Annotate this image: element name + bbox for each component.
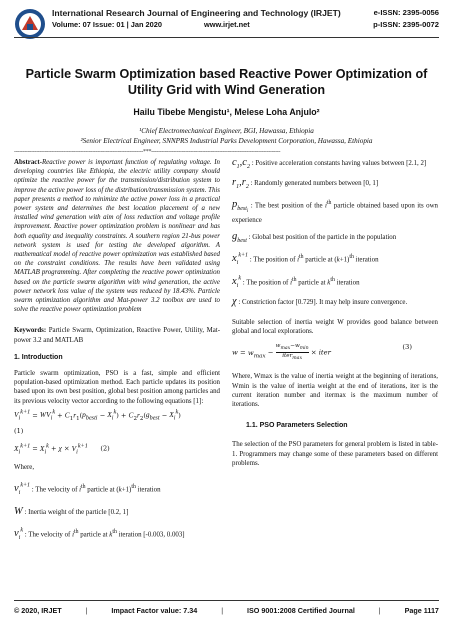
keywords <box>14 326 220 344</box>
section-separator: ----------------------------------------------------------------------------***---------------------------------------------------------------------------- <box>14 149 281 155</box>
authors: Hailu Tibebe Mengistu¹, Melese Loha Anjulo² <box>133 107 320 117</box>
footer-divider <box>14 600 439 601</box>
definition-position-k1: $x_i^{k+1}$ : The position of $i^{th}$ particle at $(k+1)^{th}$ iteration <box>232 252 379 267</box>
journal-title: International Research Journal of Engineering and Technology (IRJET) <box>52 8 341 18</box>
where-label: Where, <box>14 464 35 472</box>
definition-accel-constants: $c_1,c_2$ : Positive acceleration constants having values between [2.1, 2] <box>232 157 427 171</box>
eissn: e-ISSN: 2395-0056 <box>373 8 439 17</box>
left-column <box>14 158 220 543</box>
page-footer <box>14 606 439 615</box>
definition-inertia: W : Inertia weight of the particle [0.2, 1] <box>14 506 129 518</box>
pissn: p-ISSN: 2395-0072 <box>373 20 439 29</box>
definition-constriction: χ : Constriction factor [0.729]. It may help insure convergence. <box>232 296 408 308</box>
equation-2-number: (2) <box>100 444 110 453</box>
volume-issue: Volume: 07 Issue: 01 | Jan 2020 <box>52 20 162 29</box>
footer-impact-factor: Impact Factor value: 7.34 <box>111 606 198 615</box>
footer-page-number: Page 1117 <box>404 606 439 615</box>
abstract-label: Abstract- <box>14 159 42 166</box>
affiliation-2: ²Senior Electrical Engineer, SNNPRS Industrial Parks Development Corporation, Hawassa, Ethiopia <box>80 137 373 145</box>
equation-1-number: (1) <box>14 427 24 436</box>
paper-title: Particle Swarm Optimization based Reactive Power Optimization of Utility Grid with Wind Generation <box>25 67 428 97</box>
intro-heading: 1. Introduction <box>14 353 63 361</box>
footer-separator: | <box>85 606 88 615</box>
equation-2: $X_i^{k+1} = X_i^k + \chi \times V_i^{k+1}$ (2) <box>14 443 110 456</box>
definition-random-numbers: $r_1,r_2$ : Randomly generated numbers between [0, 1] <box>232 177 379 191</box>
footer-separator: | <box>221 606 224 615</box>
where-paragraph: Where, Wmax is the value of inertia weight at the beginning of iterations, Wmin is the value of inertia weight at the end of iterations, iter is the current iteration number and itermax is the maximum number of iterations. <box>232 373 438 408</box>
right-column <box>232 158 438 468</box>
definition-velocity-k: $v_i^k$ : The velocity of $i^{th}$ particle at $k^{th}$ iteration [-0.003, 0.003] <box>14 527 185 542</box>
keywords-label: Keywords: <box>14 327 47 335</box>
pso-parameters-paragraph: The selection of the PSO parameters for general problem is listed in table-1. Programmers may change some of these parameters based on different problems. <box>232 441 438 467</box>
definition-position-k: $x_i^k$ : The position of $i^{th}$ particle at $k^{th}$ iteration <box>232 275 360 290</box>
equation-1: $V_i^{k+1} = WV_i^k + C_1r_1(p_{besti} - X_i^k) + C_2r_2(g_{best} - X_i^k)$ <box>14 409 181 422</box>
definition-gbest: $g_{best}$ : Global best position of the particle in the population <box>232 230 397 244</box>
definition-velocity-k1: $v_i^{k+1}$ : The velocity of $i^{th}$ particle at $(k+1)^{th}$ iteration <box>14 482 161 497</box>
abstract <box>14 158 220 314</box>
journal-header <box>14 6 439 46</box>
journal-logo-icon <box>14 8 46 40</box>
equation-3-number: (3) <box>402 343 412 352</box>
keywords-text: Particle Swarm, Optimization, Reactive Power, Utility, Mat-power 3.2 and MATLAB <box>14 327 220 344</box>
inertia-paragraph: Suitable selection of inertia weight W provides good balance between global and local explorations. <box>232 318 438 335</box>
affiliation-1: ¹Chief Electromechanical Engineer, BGI, Hawassa, Ethiopia <box>139 127 314 135</box>
journal-website-link[interactable]: www.irjet.net <box>204 20 250 29</box>
footer-copyright: © 2020, IRJET <box>14 606 62 615</box>
intro-paragraph: Particle swarm optimization, PSO is a fast, simple and efficient population-based optimization method. Each particle updates its position based upon its own best position, global best position among particles and its previous velocity vector according to the following equations [1]: <box>14 370 220 405</box>
header-divider <box>14 37 439 38</box>
equation-3: $w = w_{max}$ − $w_{max}-w_{min}$ iter$_{max}$ × iter (3) <box>232 343 412 362</box>
definition-pbest: $p_{best_i}$ : The best position of the $i^{th}$ particle obtained based upon its own experience <box>232 198 438 225</box>
pso-parameters-heading: 1.1. PSO Parameters Selection <box>246 422 348 430</box>
footer-separator: | <box>378 606 381 615</box>
footer-iso: ISO 9001:2008 Certified Journal <box>246 606 355 615</box>
abstract-text: Reactive power is important function of regulating voltage. In developing countries like Ethiopia, the electric utility company should optimize the reactive power for the transmission/distribution system to improve the active power loss of the distribution/transmission system. This paper presents a method to minimize the active power loss in a practical power system and determines the best location placement of a new installed wind generation with aim of loss reduction and voltage profile improvement. Reactive power optimization problem is nonlinear and has both equality and inequality constraints. A southern region 21-bus power network system is used for testing the developed algorithm. A mathematical model of reactive power optimization was established based on the constraint conditions. The results have been validated using MATLAB programming. After completing the reactive power optimization based on the particle swarm algorithm with wind generation, the active power network loss value of the system was reduced by 18.43%. Particle swarm optimization algorithm and Mat-power 3.2 toolbox are used to solve the reactive power optimization problem <box>14 159 220 314</box>
